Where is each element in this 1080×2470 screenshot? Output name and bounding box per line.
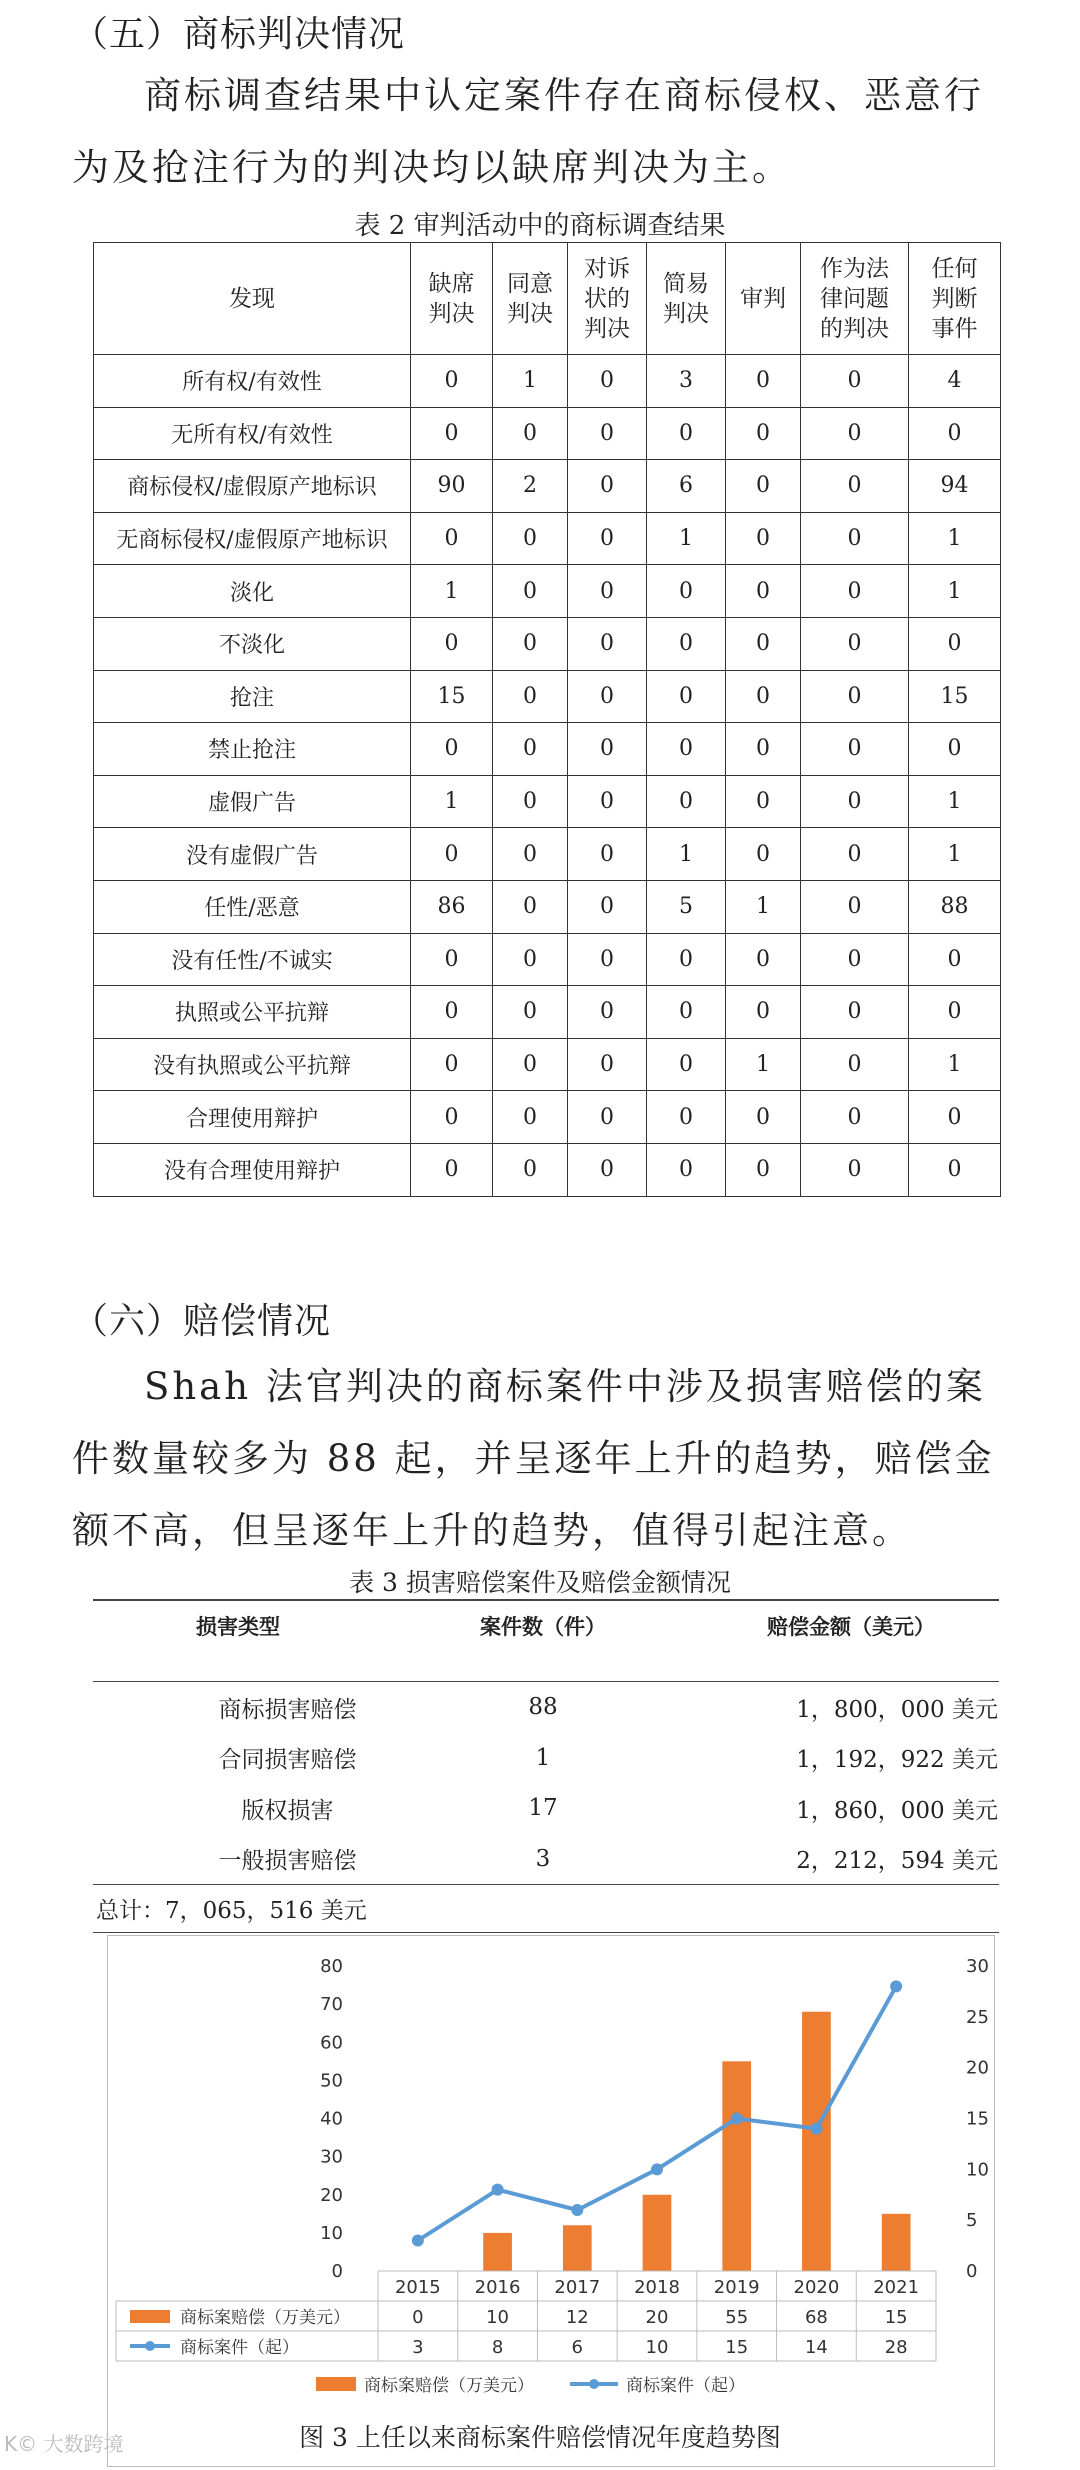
table3-amount: 2，212，594 美元 bbox=[796, 1848, 998, 1875]
table2-cell: 0 bbox=[568, 723, 647, 776]
table2-cell: 1 bbox=[411, 565, 493, 618]
table2-cell: 0 bbox=[909, 1143, 1001, 1196]
y-left-tick-label: 20 bbox=[320, 2184, 343, 2206]
table3-amount: 1，800，000 美元 bbox=[796, 1696, 998, 1723]
table2-cell: 0 bbox=[647, 565, 726, 618]
section6-heading: （六）赔偿情况 bbox=[72, 1301, 332, 1342]
table3-amount: 1，860，000 美元 bbox=[796, 1797, 998, 1824]
table3-type: 一般损害赔偿 bbox=[218, 1848, 357, 1875]
table2-cell: 0 bbox=[726, 828, 801, 881]
y-left-tick-label: 30 bbox=[320, 2146, 343, 2168]
chart-svg bbox=[108, 1936, 994, 2466]
table2-cell: 0 bbox=[411, 986, 493, 1039]
table2-cell: 0 bbox=[493, 880, 568, 933]
table2-cell: 0 bbox=[568, 1038, 647, 1091]
table2-header: 同意 判决 bbox=[493, 243, 568, 355]
table2-caption: 表 2 审判活动中的商标调查结果 bbox=[354, 211, 726, 241]
table3-row bbox=[93, 1783, 999, 1834]
bar bbox=[643, 2195, 672, 2271]
table2-row-label: 任性/恶意 bbox=[94, 880, 411, 933]
table2-cell: 0 bbox=[411, 1091, 493, 1144]
y-right-tick-label: 0 bbox=[966, 2261, 978, 2282]
table2-row-label: 不淡化 bbox=[94, 617, 411, 670]
table2-cell: 0 bbox=[493, 986, 568, 1039]
table2-cell: 0 bbox=[411, 828, 493, 881]
table2-row-label: 无所有权/有效性 bbox=[94, 407, 411, 460]
table2-row-label: 没有执照或公平抗辩 bbox=[94, 1038, 411, 1091]
table2-row-label: 执照或公平抗辩 bbox=[94, 986, 411, 1039]
bar bbox=[722, 2061, 751, 2271]
y-left-tick-label: 70 bbox=[320, 1994, 343, 2016]
table2-row bbox=[94, 1143, 1001, 1196]
table2-cell: 0 bbox=[726, 986, 801, 1039]
data-label: 8 bbox=[491, 2337, 504, 2358]
y-right-tick-label: 10 bbox=[966, 2159, 989, 2181]
table2-cell: 1 bbox=[909, 512, 1001, 565]
line-point bbox=[492, 2184, 504, 2196]
table2-cell: 94 bbox=[909, 460, 1001, 513]
data-label: 0 bbox=[412, 2307, 424, 2328]
table2-cell: 0 bbox=[493, 512, 568, 565]
table2-row-label: 无商标侵权/虚假原产地标识 bbox=[94, 512, 411, 565]
table2-cell: 0 bbox=[726, 407, 801, 460]
x-tick-label: 2017 bbox=[554, 2277, 601, 2298]
table2-cell: 0 bbox=[801, 723, 909, 776]
bar bbox=[483, 2233, 512, 2271]
table2-row-label: 没有虚假广告 bbox=[94, 828, 411, 881]
y-left-tick-label: 40 bbox=[320, 2108, 343, 2130]
table2-cell: 0 bbox=[801, 1091, 909, 1144]
data-label: 15 bbox=[884, 2307, 908, 2328]
table3-type: 合同损害赔偿 bbox=[218, 1747, 357, 1774]
table2-cell: 88 bbox=[909, 880, 1001, 933]
table2-header: 发现 bbox=[94, 243, 411, 355]
line-point bbox=[731, 2113, 743, 2125]
table3-count: 3 bbox=[535, 1845, 551, 1872]
table2-cell: 1 bbox=[411, 775, 493, 828]
table2-row bbox=[94, 407, 1001, 460]
table2-row-label: 禁止抢注 bbox=[94, 723, 411, 776]
table2-cell: 0 bbox=[647, 723, 726, 776]
table2-row-label: 所有权/有效性 bbox=[94, 355, 411, 408]
table2-cell: 0 bbox=[411, 933, 493, 986]
table2-cell: 0 bbox=[493, 617, 568, 670]
table2-row bbox=[94, 617, 1001, 670]
watermark-logo: K© 大数跨境 bbox=[4, 2432, 124, 2456]
table3-type: 版权损害 bbox=[241, 1797, 334, 1824]
table2-cell: 0 bbox=[493, 407, 568, 460]
table2-cell: 0 bbox=[493, 1038, 568, 1091]
table3-row bbox=[93, 1733, 999, 1784]
table2-row-label: 虚假广告 bbox=[94, 775, 411, 828]
table2-cell: 0 bbox=[801, 670, 909, 723]
table2-row bbox=[94, 1091, 1001, 1144]
table3-row bbox=[93, 1834, 999, 1885]
line-point bbox=[412, 2235, 424, 2247]
table2-row-label: 淡化 bbox=[94, 565, 411, 618]
table2-row bbox=[94, 460, 1001, 513]
table3-row bbox=[93, 1682, 999, 1733]
table2-cell: 0 bbox=[909, 1091, 1001, 1144]
table2-cell: 0 bbox=[647, 1143, 726, 1196]
table2-cell: 0 bbox=[726, 1143, 801, 1196]
table2-cell: 15 bbox=[909, 670, 1001, 723]
table2-cell: 0 bbox=[568, 512, 647, 565]
table3-header-amount: 赔偿金额（美元） bbox=[767, 1615, 935, 1639]
table2-cell: 0 bbox=[801, 986, 909, 1039]
x-tick-label: 2015 bbox=[394, 2277, 441, 2298]
table3-total: 总计：7，065，516 美元 bbox=[96, 1898, 367, 1924]
data-label: 20 bbox=[645, 2307, 669, 2328]
table2-row bbox=[94, 986, 1001, 1039]
table2-cell: 0 bbox=[801, 1038, 909, 1091]
table2-cell: 0 bbox=[411, 512, 493, 565]
table2-cell: 15 bbox=[411, 670, 493, 723]
table2-cell: 0 bbox=[493, 1143, 568, 1196]
table2-cell: 0 bbox=[726, 512, 801, 565]
table2-cell: 0 bbox=[493, 775, 568, 828]
table2-row bbox=[94, 723, 1001, 776]
y-right-tick-label: 15 bbox=[966, 2108, 989, 2130]
x-tick-label: 2020 bbox=[793, 2277, 840, 2298]
legend-bar-key bbox=[316, 2377, 356, 2391]
table2-row-label: 没有合理使用辩护 bbox=[94, 1143, 411, 1196]
table2-header: 作为法 律问题 的判决 bbox=[801, 243, 909, 355]
y-right-tick-label: 20 bbox=[966, 2057, 989, 2079]
table2-cell: 0 bbox=[801, 512, 909, 565]
table2-cell: 0 bbox=[568, 407, 647, 460]
table2-cell: 0 bbox=[909, 986, 1001, 1039]
table2-cell: 0 bbox=[568, 1143, 647, 1196]
table2-cell: 0 bbox=[801, 1143, 909, 1196]
table2-cell: 0 bbox=[411, 407, 493, 460]
table2-cell: 0 bbox=[568, 828, 647, 881]
table2-cell: 0 bbox=[647, 670, 726, 723]
data-label: 15 bbox=[725, 2337, 749, 2358]
table2-cell: 0 bbox=[411, 1038, 493, 1091]
table2-cell: 5 bbox=[647, 880, 726, 933]
table2-cell: 0 bbox=[568, 1091, 647, 1144]
table2-cell: 0 bbox=[726, 1091, 801, 1144]
table3-amount: 1，192，922 美元 bbox=[796, 1747, 998, 1774]
section5-paragraph: 商标调查结果中认定案件存在商标侵权、恶意行为及抢注行为的判决均以缺席判决为主。 bbox=[72, 74, 984, 189]
table2-cell: 0 bbox=[647, 1091, 726, 1144]
table2-cell: 1 bbox=[909, 1038, 1001, 1091]
data-label: 10 bbox=[645, 2337, 669, 2358]
table2-cell: 1 bbox=[647, 512, 726, 565]
table2 bbox=[93, 242, 1001, 1197]
table2-row-label: 抢注 bbox=[94, 670, 411, 723]
section6-paragraph: Shah 法官判决的商标案件中涉及损害赔偿的案件数量较多为 88 起，并呈逐年上升的趋势，赔偿金额不高，但呈逐年上升的趋势，值得引起注意。 bbox=[72, 1365, 995, 1552]
y-left-tick-label: 10 bbox=[320, 2222, 343, 2244]
line-point bbox=[571, 2204, 583, 2216]
table2-cell: 0 bbox=[411, 723, 493, 776]
table2-cell: 0 bbox=[726, 355, 801, 408]
table2-cell: 0 bbox=[493, 723, 568, 776]
table2-cell: 0 bbox=[647, 407, 726, 460]
data-label: 14 bbox=[804, 2337, 828, 2358]
data-label: 10 bbox=[486, 2307, 510, 2328]
table2-cell: 0 bbox=[726, 460, 801, 513]
table2-cell: 0 bbox=[801, 933, 909, 986]
table2-row-label: 没有任性/不诚实 bbox=[94, 933, 411, 986]
bar bbox=[882, 2214, 911, 2271]
table2-row bbox=[94, 828, 1001, 881]
table2-cell: 0 bbox=[647, 933, 726, 986]
y-left-tick-label: 80 bbox=[320, 1956, 343, 1977]
bar bbox=[563, 2225, 592, 2271]
table2-row-label: 合理使用辩护 bbox=[94, 1091, 411, 1144]
table2-row bbox=[94, 670, 1001, 723]
table3-count: 17 bbox=[528, 1795, 558, 1822]
table2-row-label: 商标侵权/虚假原产地标识 bbox=[94, 460, 411, 513]
section5-heading: （五）商标判决情况 bbox=[72, 14, 406, 55]
table2-cell: 0 bbox=[568, 617, 647, 670]
table2-cell: 3 bbox=[647, 355, 726, 408]
table2-cell: 1 bbox=[493, 355, 568, 408]
table2-cell: 0 bbox=[801, 565, 909, 618]
table2-cell: 0 bbox=[909, 723, 1001, 776]
table2-cell: 1 bbox=[647, 828, 726, 881]
x-tick-label: 2016 bbox=[474, 2277, 521, 2298]
table2-cell: 0 bbox=[647, 775, 726, 828]
data-label: 6 bbox=[571, 2337, 584, 2358]
table2-cell: 0 bbox=[568, 986, 647, 1039]
table2-row bbox=[94, 512, 1001, 565]
data-table-series-label: 商标案赔偿（万美元） bbox=[180, 2308, 350, 2328]
y-right-tick-label: 25 bbox=[966, 2006, 989, 2028]
table2-cell: 0 bbox=[411, 355, 493, 408]
table2-cell: 1 bbox=[726, 880, 801, 933]
table2-cell: 0 bbox=[801, 617, 909, 670]
data-label: 3 bbox=[412, 2337, 424, 2358]
table2-cell: 0 bbox=[726, 670, 801, 723]
table2-cell: 1 bbox=[909, 775, 1001, 828]
table2-cell: 0 bbox=[493, 1091, 568, 1144]
table3 bbox=[93, 1599, 999, 1885]
line-point bbox=[651, 2163, 663, 2175]
table2-header: 审判 bbox=[726, 243, 801, 355]
table3-header-type: 损害类型 bbox=[196, 1615, 280, 1639]
figure3-caption: 图 3 上任以来商标案件赔偿情况年度趋势图 bbox=[299, 2423, 781, 2452]
table2-cell: 0 bbox=[568, 565, 647, 618]
data-label: 68 bbox=[804, 2307, 828, 2328]
table2-cell: 0 bbox=[726, 565, 801, 618]
line-point bbox=[810, 2123, 822, 2135]
table2-cell: 0 bbox=[568, 775, 647, 828]
table2-cell: 0 bbox=[726, 723, 801, 776]
table2-header: 任何 判断 事件 bbox=[909, 243, 1001, 355]
y-left-tick-label: 0 bbox=[331, 2261, 343, 2282]
table2-cell: 0 bbox=[801, 355, 909, 408]
table2-row bbox=[94, 933, 1001, 986]
legend-line-label: 商标案件（起） bbox=[626, 2376, 745, 2396]
line-legend-key-dot bbox=[145, 2341, 155, 2351]
table2-cell: 0 bbox=[909, 617, 1001, 670]
table3-header-count: 案件数（件） bbox=[480, 1615, 606, 1639]
table2-cell: 0 bbox=[568, 880, 647, 933]
table2-row bbox=[94, 565, 1001, 618]
table2-cell: 0 bbox=[726, 775, 801, 828]
table2-cell: 1 bbox=[909, 828, 1001, 881]
figure3-chart bbox=[107, 1935, 995, 2467]
table2-cell: 0 bbox=[493, 565, 568, 618]
table2-cell: 0 bbox=[647, 986, 726, 1039]
y-left-tick-label: 60 bbox=[320, 2032, 343, 2054]
table2-cell: 0 bbox=[493, 670, 568, 723]
table3-caption: 表 3 损害赔偿案件及赔偿金额情况 bbox=[349, 1568, 731, 1597]
table2-cell: 0 bbox=[568, 670, 647, 723]
table3-count: 1 bbox=[535, 1744, 551, 1771]
table2-cell: 2 bbox=[493, 460, 568, 513]
table2-cell: 0 bbox=[801, 460, 909, 513]
y-right-tick-label: 30 bbox=[966, 1956, 989, 1977]
table3-count: 88 bbox=[528, 1694, 558, 1721]
table2-cell: 0 bbox=[909, 407, 1001, 460]
bar bbox=[802, 2012, 831, 2271]
table2-cell: 0 bbox=[909, 933, 1001, 986]
table2-cell: 0 bbox=[568, 933, 647, 986]
data-label: 12 bbox=[565, 2307, 589, 2328]
table2-cell: 6 bbox=[647, 460, 726, 513]
table2-cell: 0 bbox=[801, 407, 909, 460]
table2-header: 缺席 判决 bbox=[411, 243, 493, 355]
table2-row bbox=[94, 880, 1001, 933]
table2-cell: 0 bbox=[726, 933, 801, 986]
y-left-tick-label: 50 bbox=[320, 2070, 343, 2092]
table2-cell: 0 bbox=[493, 828, 568, 881]
table2-cell: 1 bbox=[726, 1038, 801, 1091]
legend-bar-label: 商标案赔偿（万美元） bbox=[364, 2376, 534, 2396]
table2-header: 简易 判决 bbox=[647, 243, 726, 355]
table2-cell: 0 bbox=[568, 355, 647, 408]
table3-type: 商标损害赔偿 bbox=[218, 1696, 357, 1723]
table2-row bbox=[94, 1038, 1001, 1091]
table2-header: 对诉 状的 判决 bbox=[568, 243, 647, 355]
line-point bbox=[890, 1980, 902, 1992]
data-label: 55 bbox=[725, 2307, 749, 2328]
table2-cell: 0 bbox=[801, 828, 909, 881]
table2-cell: 0 bbox=[801, 880, 909, 933]
table2-row bbox=[94, 355, 1001, 408]
x-tick-label: 2018 bbox=[634, 2277, 680, 2298]
table2-cell: 0 bbox=[411, 1143, 493, 1196]
table2-cell: 90 bbox=[411, 460, 493, 513]
table2-cell: 4 bbox=[909, 355, 1001, 408]
table2-row bbox=[94, 775, 1001, 828]
data-table-series-label: 商标案件（起） bbox=[180, 2338, 299, 2358]
bar-legend-key bbox=[130, 2310, 170, 2323]
table2-cell: 0 bbox=[493, 933, 568, 986]
y-right-tick-label: 5 bbox=[966, 2210, 978, 2232]
data-label: 28 bbox=[884, 2337, 908, 2358]
legend-line-key-dot bbox=[589, 2379, 599, 2389]
x-tick-label: 2019 bbox=[713, 2277, 760, 2298]
table2-cell: 0 bbox=[568, 460, 647, 513]
x-tick-label: 2021 bbox=[873, 2277, 920, 2298]
table2-cell: 0 bbox=[726, 617, 801, 670]
table2-cell: 0 bbox=[647, 1038, 726, 1091]
table2-cell: 86 bbox=[411, 880, 493, 933]
table2-cell: 0 bbox=[801, 775, 909, 828]
table2-cell: 0 bbox=[647, 617, 726, 670]
table2-cell: 1 bbox=[909, 565, 1001, 618]
table2-cell: 0 bbox=[411, 617, 493, 670]
